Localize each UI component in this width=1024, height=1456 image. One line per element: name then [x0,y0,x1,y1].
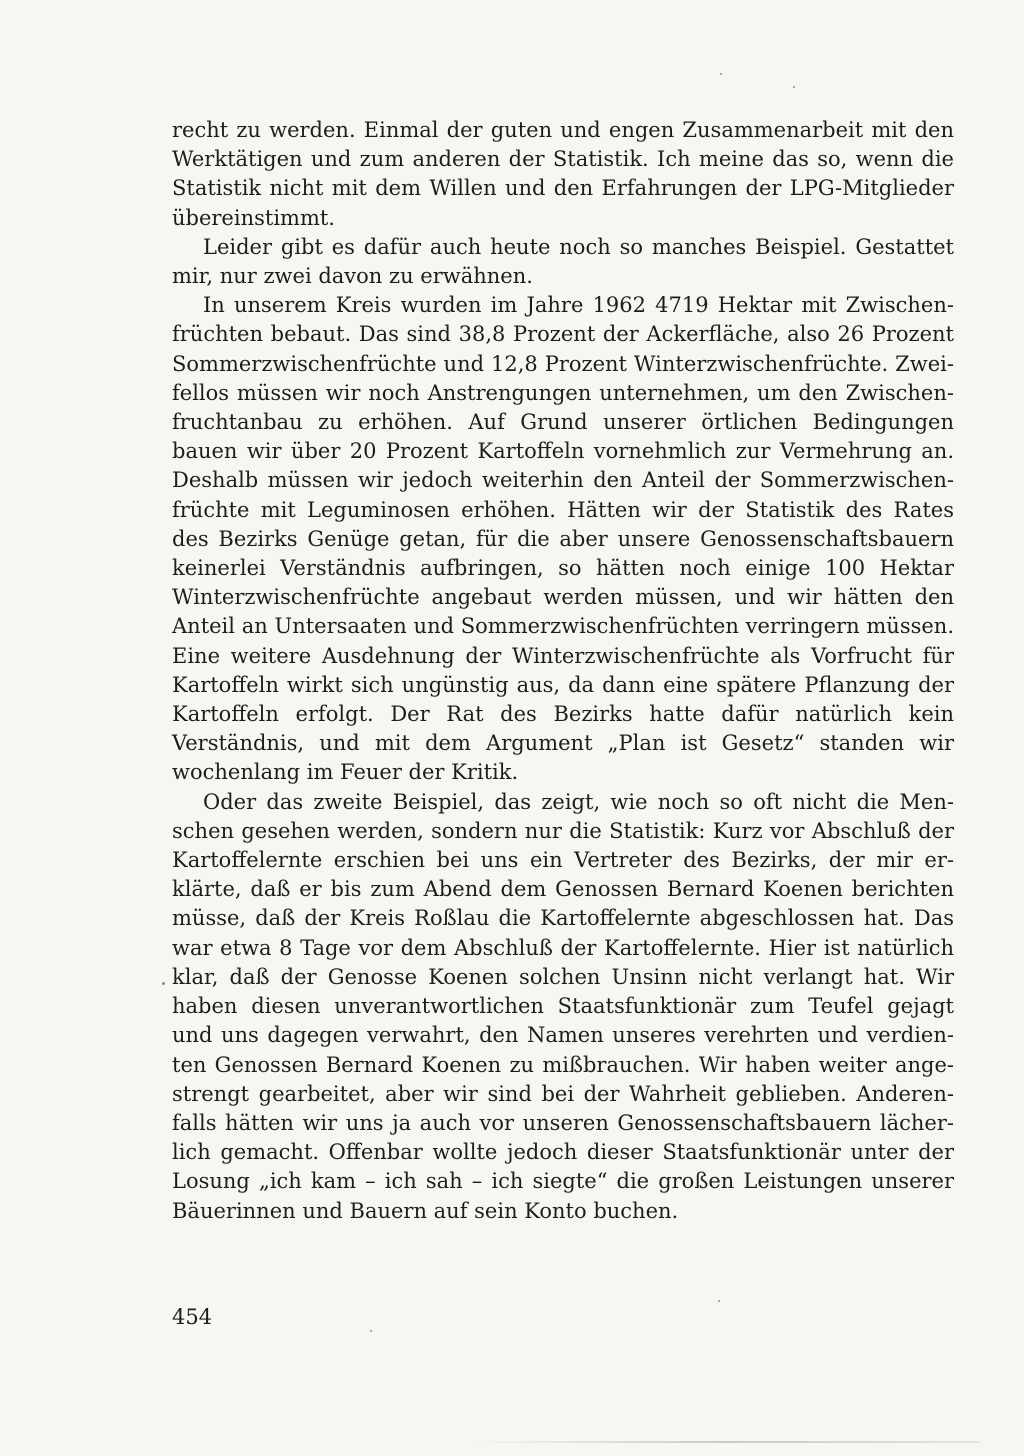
paragraph: Leider gibt es dafür auch heute noch so manches Beispiel. Gestattet mir, nur zwei davon zu erwähnen. [172,234,954,289]
page-edge-shadow [470,1441,980,1443]
paper-speck [793,86,795,88]
paper-speck [370,1330,372,1332]
paragraph: recht zu werden. Einmal der guten und engen Zusammenarbeit mit den Werktätigen und zum anderen der Statistik. Ich meine das so, wenn die Statistik nicht mit dem Willen und den Erfahrungen der LPG-Mitglieder übereinstimmt. [172,118,954,230]
page-number: 454 [172,1305,213,1329]
paragraph: Oder das zweite Beispiel, das zeigt, wie noch so oft nicht die Menschen gesehen werden, sondern nur die Statistik: Kurz vor Abschluß der Kartoffelernte erschien bei uns ein Vertreter des Bezirks, der mir erklärte, daß er bis zum Abend dem Genossen Bernard Koenen berichten müsse, daß der Kreis Roßlau die Kartoffelernte abgeschlossen hat. Das war etwa 8 Tage vor dem Abschluß der Kartoffelernte. Hier ist natürlich klar, daß der Genosse Koenen solchen Unsinn nicht verlangt hat. Wir haben diesen unverantwortlichen Staatsfunktionär zum Teufel gejagt und uns dagegen verwahrt, den Namen unseres verehrten und verdienten Genossen Bernard Koenen zu mißbrauchen. Wir haben weiter angestrengt gearbeitet, aber wir sind bei der Wahrheit geblieben. Anderenfalls hätten wir uns ja auch vor unseren Genossenschaftsbauern lächerlich gemacht. Offenbar wollte jedoch dieser Staatsfunktionär unter der Losung „ich kam – ich sah – ich siegte“ die großen Leistungen unserer Bäuerinnen und Bauern auf sein Konto buchen. [172,789,954,1223]
paragraph: In unserem Kreis wurden im Jahre 1962 4719 Hektar mit Zwischenfrüchten bebaut. Das sind 38,8 Prozent der Ackerfläche, also 26 Prozent Sommerzwischenfrüchte und 12,8 Prozent Winterzwischenfrüchte. Zweifellos müssen wir noch Anstrengungen unternehmen, um den Zwischenfruchtanbau zu erhöhen. Auf Grund unserer örtlichen Bedingungen bauen wir über 20 Prozent Kartoffeln vornehmlich zur Vermehrung an. Deshalb müssen wir jedoch weiterhin den Anteil der Sommerzwischenfrüchte mit Leguminosen erhöhen. Hätten wir der Statistik des Rates des Bezirks Genüge getan, für die aber unsere Genossenschaftsbauern keinerlei Verständnis aufbringen, so hätten noch einige 100 Hektar Winterzwischenfrüchte angebaut werden müssen, und wir hätten den Anteil an Untersaaten und Sommerzwischenfrüchten verringern müssen. Eine weitere Ausdehnung der Winterzwischenfrüchte als Vorfrucht für Kartoffeln wirkt sich ungünstig aus, da dann eine spätere Pflanzung der Kartoffeln erfolgt. Der Rat des Bezirks hatte dafür natürlich kein Verständnis, und mit dem Argument „Plan ist Gesetz“ standen wir wochenlang im Feuer der Kritik. [172,293,954,785]
paper-speck [162,982,165,985]
page-body [172,116,954,1226]
paper-speck [718,1300,720,1302]
paper-speck [720,73,722,75]
